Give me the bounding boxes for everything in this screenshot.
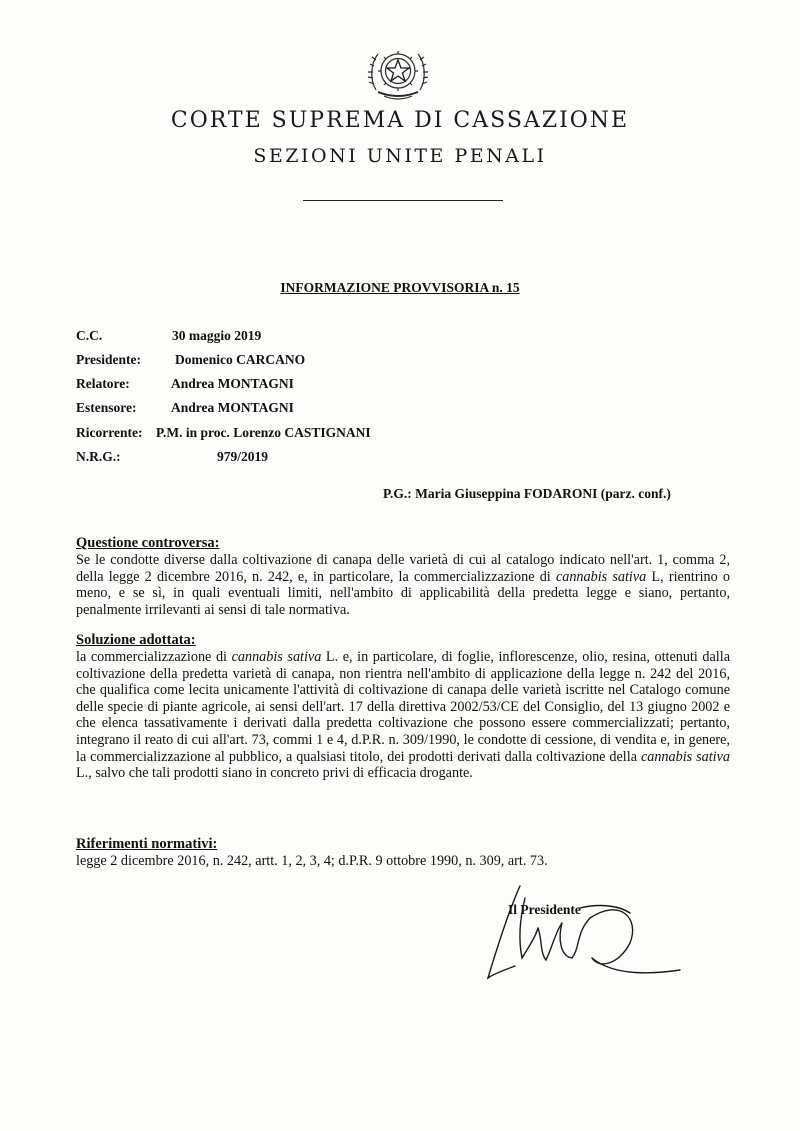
italic-text-run: cannabis sativa <box>231 649 322 665</box>
section-soluzione <box>76 632 730 782</box>
section-body <box>76 649 730 782</box>
court-name: CORTE SUPREMA DI CASSAZIONE <box>170 108 630 133</box>
header-divider <box>303 200 503 201</box>
section-questione <box>76 535 730 618</box>
section-body <box>76 552 730 618</box>
meta-label: Relatore: <box>76 376 130 391</box>
text-run: L, rientrino o meno, e se sì, in quali eventuali limiti, nell'ambito di applicabilità della predetta legge e siano, pertanto, penalmente irrilevanti ai sensi di tale normativa. <box>76 568 730 618</box>
italic-text-run: cannabis sativa <box>640 748 730 765</box>
meta-value: 979/2019 <box>217 449 269 464</box>
section-heading: Soluzione adottata: <box>76 632 196 648</box>
document-title: INFORMAZIONE PROVVISORIA n. 15 <box>280 280 520 295</box>
text-run: Se le condotte diverse dalla coltivazione di canapa delle varietà di cui al catalogo indicato nell'art. 1, comma 2, della legge 2 dicembre 2016, n. 242, e, in particolare, la commercializzazione di <box>76 552 730 585</box>
meta-value: Domenico CARCANO <box>175 352 306 367</box>
court-section: SEZIONI UNITE PENALI <box>253 145 547 167</box>
section-heading: Questione controversa: <box>76 535 220 551</box>
meta-label: C.C. <box>76 328 103 343</box>
meta-label: Estensore: <box>76 400 137 415</box>
section-body: legge 2 dicembre 2016, n. 242, artt. 1, 2, 3, 4; d.P.R. 9 ottobre 1990, n. 309, art. 73. <box>76 853 548 869</box>
meta-label: N.R.G.: <box>76 449 121 464</box>
pg-line: P.G.: Maria Giuseppina FODARONI (parz. conf.) <box>383 486 671 501</box>
text-run: L. e, in particolare, di foglie, inflorescenze, olio, resina, ottenuti dalla coltivazione della predetta varietà di canapa, non rientra nell'ambito di applicazione della legge n. 242 del 2016, che qualifica come lecita unicamente l'attività di coltivazione di canapa delle varietà iscritte nel Catalogo comune delle specie di piante agricole, ai sensi dell'art. 17 della direttiva 2002/53/CE del Consiglio, del 13 giugno 2002 e che elenca tassativamente i derivati dalla predetta coltivazione che possono essere commercializzati; pertanto, integrano il reato di cui all'art. 73, commi 1 e 4, d.P.R. n. 309/1990, le condotte di cessione, di vendita e, in genere, la commercializzazione al pubblico, a qualsiasi titolo, dei prodotti derivati dalla coltivazione della <box>76 649 730 765</box>
text-run: la commercializzazione di <box>76 649 232 665</box>
meta-value: Andrea MONTAGNI <box>171 400 294 415</box>
meta-value: P.M. in proc. Lorenzo CASTIGNANI <box>156 425 371 440</box>
meta-value: 30 maggio 2019 <box>172 328 262 343</box>
signature-label: Il Presidente <box>508 902 581 917</box>
italian-republic-emblem-icon <box>366 40 430 102</box>
section-heading: Riferimenti normativi: <box>76 836 218 852</box>
meta-value: Andrea MONTAGNI <box>171 376 294 391</box>
italic-text-run: cannabis sativa <box>555 568 647 585</box>
text-run: L., salvo che tali prodotti siano in concreto privi di efficacia drogante. <box>76 765 473 782</box>
meta-label: Ricorrente: <box>76 425 143 440</box>
meta-label: Presidente: <box>76 352 141 367</box>
handwritten-signature-icon <box>480 878 685 988</box>
section-riferimenti <box>76 836 730 870</box>
